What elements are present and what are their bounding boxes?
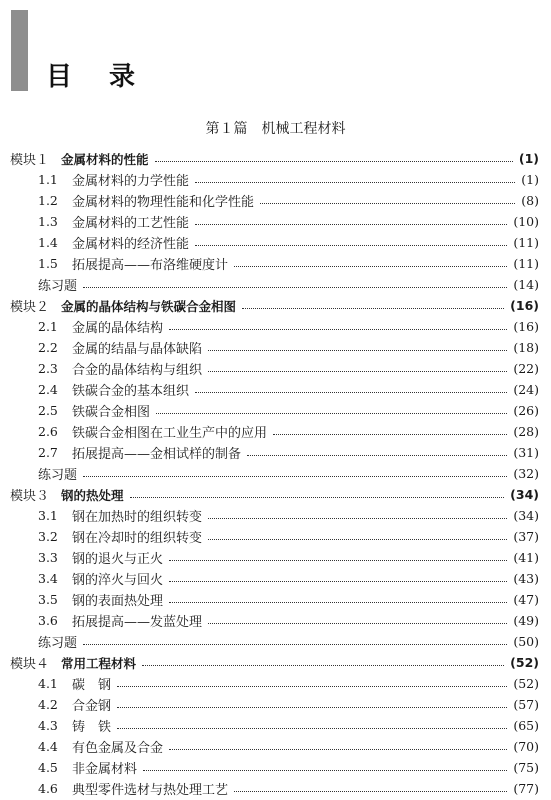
toc-entry-section[interactable]	[0, 190, 551, 211]
dot-leader	[208, 350, 507, 351]
part-title: 第１篇 机械工程材料	[205, 121, 346, 137]
toc-entry-page: (28)	[513, 424, 539, 439]
toc-entry-section[interactable]	[0, 211, 551, 232]
dot-leader	[208, 518, 507, 519]
dot-leader	[83, 644, 507, 645]
dot-leader	[273, 434, 507, 435]
toc-entry-page: (11)	[513, 256, 539, 271]
dot-leader	[234, 791, 507, 792]
toc-entry-number: 模块２	[10, 300, 50, 315]
toc-entry-exercise[interactable]	[0, 274, 551, 295]
dot-leader	[83, 476, 507, 477]
dot-leader	[195, 224, 507, 225]
toc-entry-page: (65)	[513, 718, 539, 733]
toc-entry-title: 拓展提高——布洛维硬度计	[72, 258, 229, 273]
decorative-side-bar	[11, 10, 28, 91]
dot-leader	[208, 539, 507, 540]
toc-entry-page: (10)	[513, 214, 539, 229]
toc-entry-title: 拓展提高——金相试样的制备	[72, 447, 242, 462]
dot-leader	[195, 245, 507, 246]
toc-entry-number: 3.6	[38, 613, 58, 628]
toc-entry-page: (49)	[513, 613, 539, 628]
toc-entry-number: 1.4	[38, 235, 58, 250]
toc-entry-page: (77)	[513, 781, 539, 796]
toc-entry-number: 3.5	[38, 592, 58, 607]
toc-entry-number: 模块１	[10, 153, 50, 168]
toc-entry-section[interactable]	[0, 442, 551, 463]
toc-entry-page: (31)	[513, 445, 539, 460]
toc-entry-page: (41)	[513, 550, 539, 565]
toc-entry-number: 1.5	[38, 256, 58, 271]
toc-entry-page: (34)	[513, 508, 539, 523]
dot-leader	[169, 560, 507, 561]
toc-entry-page: (22)	[513, 361, 539, 376]
toc-entry-section[interactable]	[0, 715, 551, 736]
dot-leader	[195, 392, 507, 393]
toc-entry-number: 4.4	[38, 739, 58, 754]
toc-entry-title: 金属的晶体结构	[72, 321, 164, 336]
toc-entry-title: 金属材料的性能	[61, 151, 149, 167]
toc-entry-page: (16)	[510, 298, 539, 313]
toc-entry-number: 4.5	[38, 760, 58, 775]
toc-entry-number: 模块３	[10, 489, 50, 504]
dot-leader	[234, 266, 507, 267]
toc-entry-module[interactable]	[0, 652, 551, 673]
toc-entry-title: 金属材料的工艺性能	[72, 216, 190, 231]
toc-entry-title: 金属的晶体结构与铁碳合金相图	[61, 298, 237, 314]
toc-entry-section[interactable]	[0, 421, 551, 442]
toc-entry-number: 4.6	[38, 781, 58, 796]
toc-entry-page: (8)	[521, 193, 539, 208]
toc-entry-page: (70)	[513, 739, 539, 754]
toc-entry-number: 3.2	[38, 529, 58, 544]
toc-entry-section[interactable]	[0, 736, 551, 757]
toc-entry-title: 练习题	[38, 279, 78, 294]
toc-entry-title: 非金属材料	[72, 762, 138, 777]
toc-entry-page: (75)	[513, 760, 539, 775]
toc-entry-title: 练习题	[38, 468, 78, 483]
toc-entry-page: (14)	[513, 277, 539, 292]
toc-entry-page: (1)	[521, 172, 539, 187]
toc-entry-section[interactable]	[0, 505, 551, 526]
dot-leader	[208, 371, 507, 372]
toc-entry-title: 碳 钢	[72, 678, 112, 693]
toc-entry-title: 金属材料的经济性能	[72, 237, 190, 252]
toc-entry-page: (1)	[518, 151, 539, 166]
toc-entry-number: 1.2	[38, 193, 58, 208]
toc-entry-title: 典型零件选材与热处理工艺	[72, 783, 229, 798]
toc-entry-page: (57)	[513, 697, 539, 712]
toc-entry-page: (11)	[513, 235, 539, 250]
toc-entry-section[interactable]	[0, 400, 551, 421]
toc-entry-number: 2.1	[38, 319, 58, 334]
toc-entry-section[interactable]	[0, 568, 551, 589]
toc-entry-title: 金属材料的力学性能	[72, 174, 190, 189]
dot-leader	[247, 455, 507, 456]
dot-leader	[242, 308, 504, 309]
toc-entry-number: 3.1	[38, 508, 58, 523]
toc-entry-title: 铸 铁	[72, 720, 112, 735]
toc-entry-number: 2.2	[38, 340, 58, 355]
toc-entry-number: 2.4	[38, 382, 58, 397]
toc-entry-number: 2.7	[38, 445, 58, 460]
toc-entry-exercise[interactable]	[0, 463, 551, 484]
toc-entry-number: 1.3	[38, 214, 58, 229]
toc-entry-section[interactable]	[0, 169, 551, 190]
toc-entry-page: (18)	[513, 340, 539, 355]
toc-entry-number: 4.1	[38, 676, 58, 691]
toc-entry-page: (32)	[513, 466, 539, 481]
dot-leader	[169, 581, 507, 582]
dot-leader	[169, 749, 507, 750]
toc-entry-page: (43)	[513, 571, 539, 586]
toc-entry-title: 钢的表面热处理	[72, 594, 164, 609]
dot-leader	[208, 623, 507, 624]
dot-leader	[195, 182, 515, 183]
toc-entry-page: (37)	[513, 529, 539, 544]
dot-leader	[155, 161, 513, 162]
toc-entry-section[interactable]	[0, 589, 551, 610]
toc-entry-section[interactable]	[0, 757, 551, 778]
toc-entry-title: 练习题	[38, 636, 78, 651]
toc-entry-title: 钢的热处理	[61, 487, 124, 503]
toc-entry-number: 1.1	[38, 172, 58, 187]
toc-entry-title: 铁碳合金的基本组织	[72, 384, 190, 399]
toc-entry-title: 有色金属及合金	[72, 741, 164, 756]
toc-entry-number: 2.3	[38, 361, 58, 376]
toc-entry-number: 4.2	[38, 697, 58, 712]
dot-leader	[117, 686, 507, 687]
toc-entry-number: 3.4	[38, 571, 58, 586]
toc-entry-section[interactable]	[0, 337, 551, 358]
toc-entry-title: 合金的晶体结构与组织	[72, 363, 203, 378]
toc-entry-section[interactable]	[0, 694, 551, 715]
toc-entry-number: 2.5	[38, 403, 58, 418]
toc-entry-title: 钢的退火与正火	[72, 552, 164, 567]
dot-leader	[130, 497, 505, 498]
dot-leader	[117, 707, 507, 708]
toc-entry-page: (24)	[513, 382, 539, 397]
toc-entry-page: (50)	[513, 634, 539, 649]
toc-entry-section[interactable]	[0, 610, 551, 631]
toc-entry-page: (52)	[513, 676, 539, 691]
toc-entry-number: 2.6	[38, 424, 58, 439]
dot-leader	[156, 413, 507, 414]
toc-entry-page: (34)	[510, 487, 539, 502]
toc-entry-title: 钢在冷却时的组织转变	[72, 531, 203, 546]
toc-entry-section[interactable]	[0, 316, 551, 337]
toc-entry-title: 金属材料的物理性能和化学性能	[72, 195, 255, 210]
dot-leader	[142, 665, 504, 666]
toc-entry-title: 钢的淬火与回火	[72, 573, 164, 588]
toc-entry-number: 4.3	[38, 718, 58, 733]
toc-entry-exercise[interactable]	[0, 631, 551, 652]
toc-entry-module[interactable]	[0, 148, 551, 169]
toc-entry-section[interactable]	[0, 253, 551, 274]
toc-entry-module[interactable]	[0, 295, 551, 316]
toc-entry-title: 铁碳合金相图	[72, 405, 151, 420]
dot-leader	[143, 770, 507, 771]
dot-leader	[117, 728, 507, 729]
toc-entry-page: (52)	[510, 655, 539, 670]
toc-entry-section[interactable]	[0, 379, 551, 400]
dot-leader	[169, 329, 507, 330]
toc-entry-section[interactable]	[0, 547, 551, 568]
toc-entry-section[interactable]	[0, 358, 551, 379]
toc-entry-page: (16)	[513, 319, 539, 334]
toc-entry-section[interactable]	[0, 232, 551, 253]
toc-entry-module[interactable]	[0, 484, 551, 505]
toc-entry-page: (26)	[513, 403, 539, 418]
toc-entry-title: 拓展提高——发蓝处理	[72, 615, 203, 630]
page-title: 目 录	[46, 62, 150, 92]
table-of-contents	[0, 148, 551, 799]
toc-entry-section[interactable]	[0, 526, 551, 547]
toc-entry-title: 钢在加热时的组织转变	[72, 510, 203, 525]
toc-entry-title: 合金钢	[72, 699, 112, 714]
toc-entry-number: 模块４	[10, 657, 50, 672]
toc-entry-title: 金属的结晶与晶体缺陷	[72, 342, 203, 357]
toc-entry-number: 3.3	[38, 550, 58, 565]
toc-entry-section[interactable]	[0, 778, 551, 799]
dot-leader	[83, 287, 507, 288]
toc-entry-page: (47)	[513, 592, 539, 607]
toc-entry-title: 铁碳合金相图在工业生产中的应用	[72, 426, 268, 441]
dot-leader	[169, 602, 507, 603]
toc-entry-section[interactable]	[0, 673, 551, 694]
dot-leader	[260, 203, 515, 204]
toc-entry-title: 常用工程材料	[61, 655, 137, 671]
